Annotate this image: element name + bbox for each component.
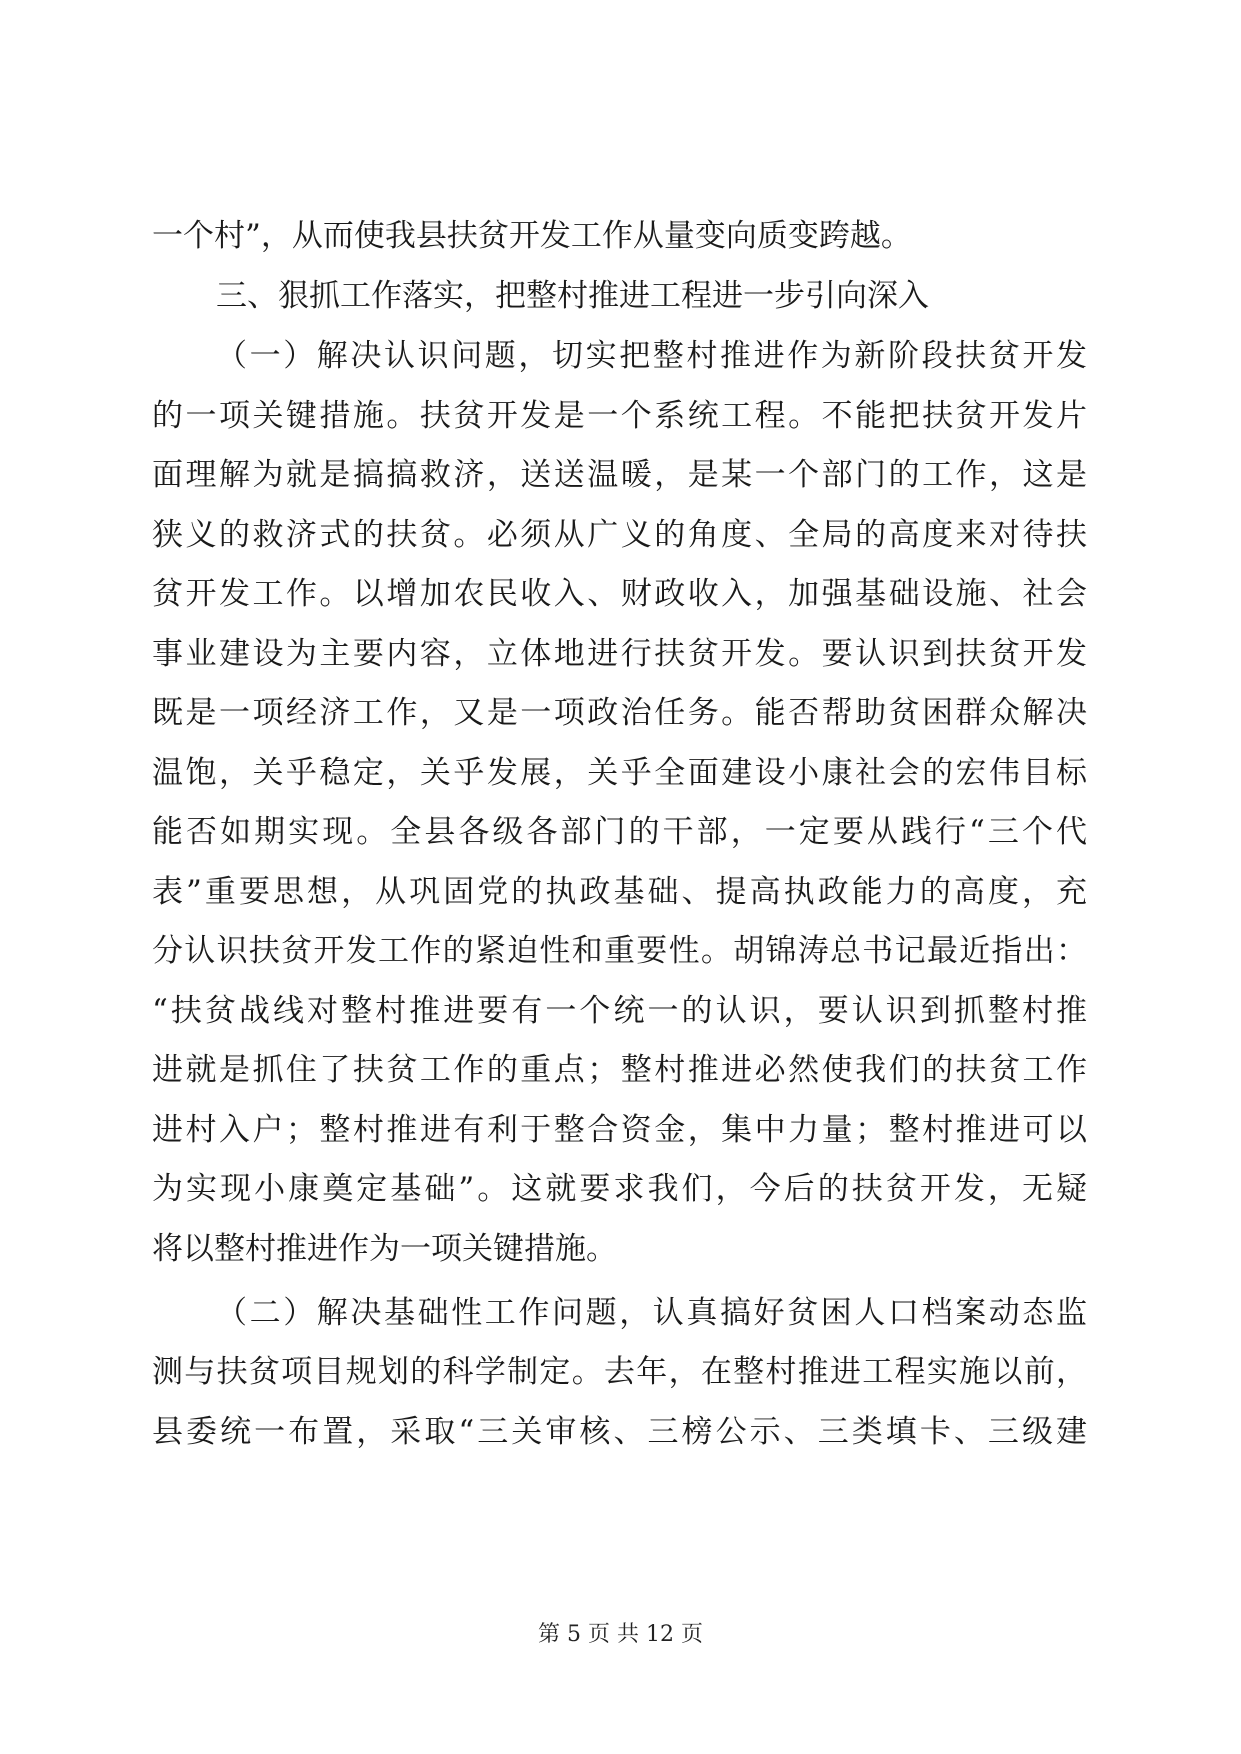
text-line: 温饱，关乎稳定，关乎发展，关乎全面建设小康社会的宏伟目标 <box>152 755 1087 791</box>
text-line: 县委统一布置，采取“三关审核、三榜公示、三类填卡、三级建 <box>152 1414 1087 1450</box>
text-line: 面理解为就是搞搞救济，送送温暖，是某一个部门的工作，这是 <box>152 457 1087 493</box>
text-line: 测与扶贫项目规划的科学制定。去年，在整村推进工程实施以前， <box>152 1354 1087 1390</box>
text-line: 能否如期实现。全县各级各部门的干部，一定要从践行“三个代 <box>152 814 1087 850</box>
text-line: 事业建设为主要内容，立体地进行扶贫开发。要认识到扶贫开发 <box>152 636 1087 672</box>
text-line: 既是一项经济工作，又是一项政治任务。能否帮助贫困群众解决 <box>152 695 1087 731</box>
text-line: 贫开发工作。以增加农民收入、财政收入，加强基础设施、社会 <box>152 576 1087 612</box>
text-line: 分认识扶贫开发工作的紧迫性和重要性。胡锦涛总书记最近指出： <box>152 933 1087 969</box>
section-heading: 三、狠抓工作落实，把整村推进工程进一步引向深入 <box>216 278 929 314</box>
page-number: 第 5 页 共 12 页 <box>538 1622 703 1647</box>
text-line: 进村入户；整村推进有利于整合资金，集中力量；整村推进可以 <box>152 1112 1087 1148</box>
text-line: 表”重要思想，从巩固党的执政基础、提高执政能力的高度，充 <box>152 874 1087 910</box>
text-line: 的一项关键措施。扶贫开发是一个系统工程。不能把扶贫开发片 <box>152 398 1087 434</box>
text-line: 进就是抓住了扶贫工作的重点；整村推进必然使我们的扶贫工作 <box>152 1052 1087 1088</box>
text-line: 狭义的救济式的扶贫。必须从广义的角度、全局的高度来对待扶 <box>152 517 1087 553</box>
text-line: 一个村”，从而使我县扶贫开发工作从量变向质变跨越。 <box>152 218 912 254</box>
text-line: （一）解决认识问题，切实把整村推进作为新阶段扶贫开发 <box>216 338 1087 374</box>
text-line: （二）解决基础性工作问题，认真搞好贫困人口档案动态监 <box>216 1295 1087 1331</box>
text-line: 为实现小康奠定基础”。这就要求我们，今后的扶贫开发，无疑 <box>152 1171 1087 1207</box>
text-line: 将以整村推进作为一项关键措施。 <box>152 1231 617 1267</box>
text-line: “扶贫战线对整村推进要有一个统一的认识，要认识到抓整村推 <box>152 993 1087 1029</box>
